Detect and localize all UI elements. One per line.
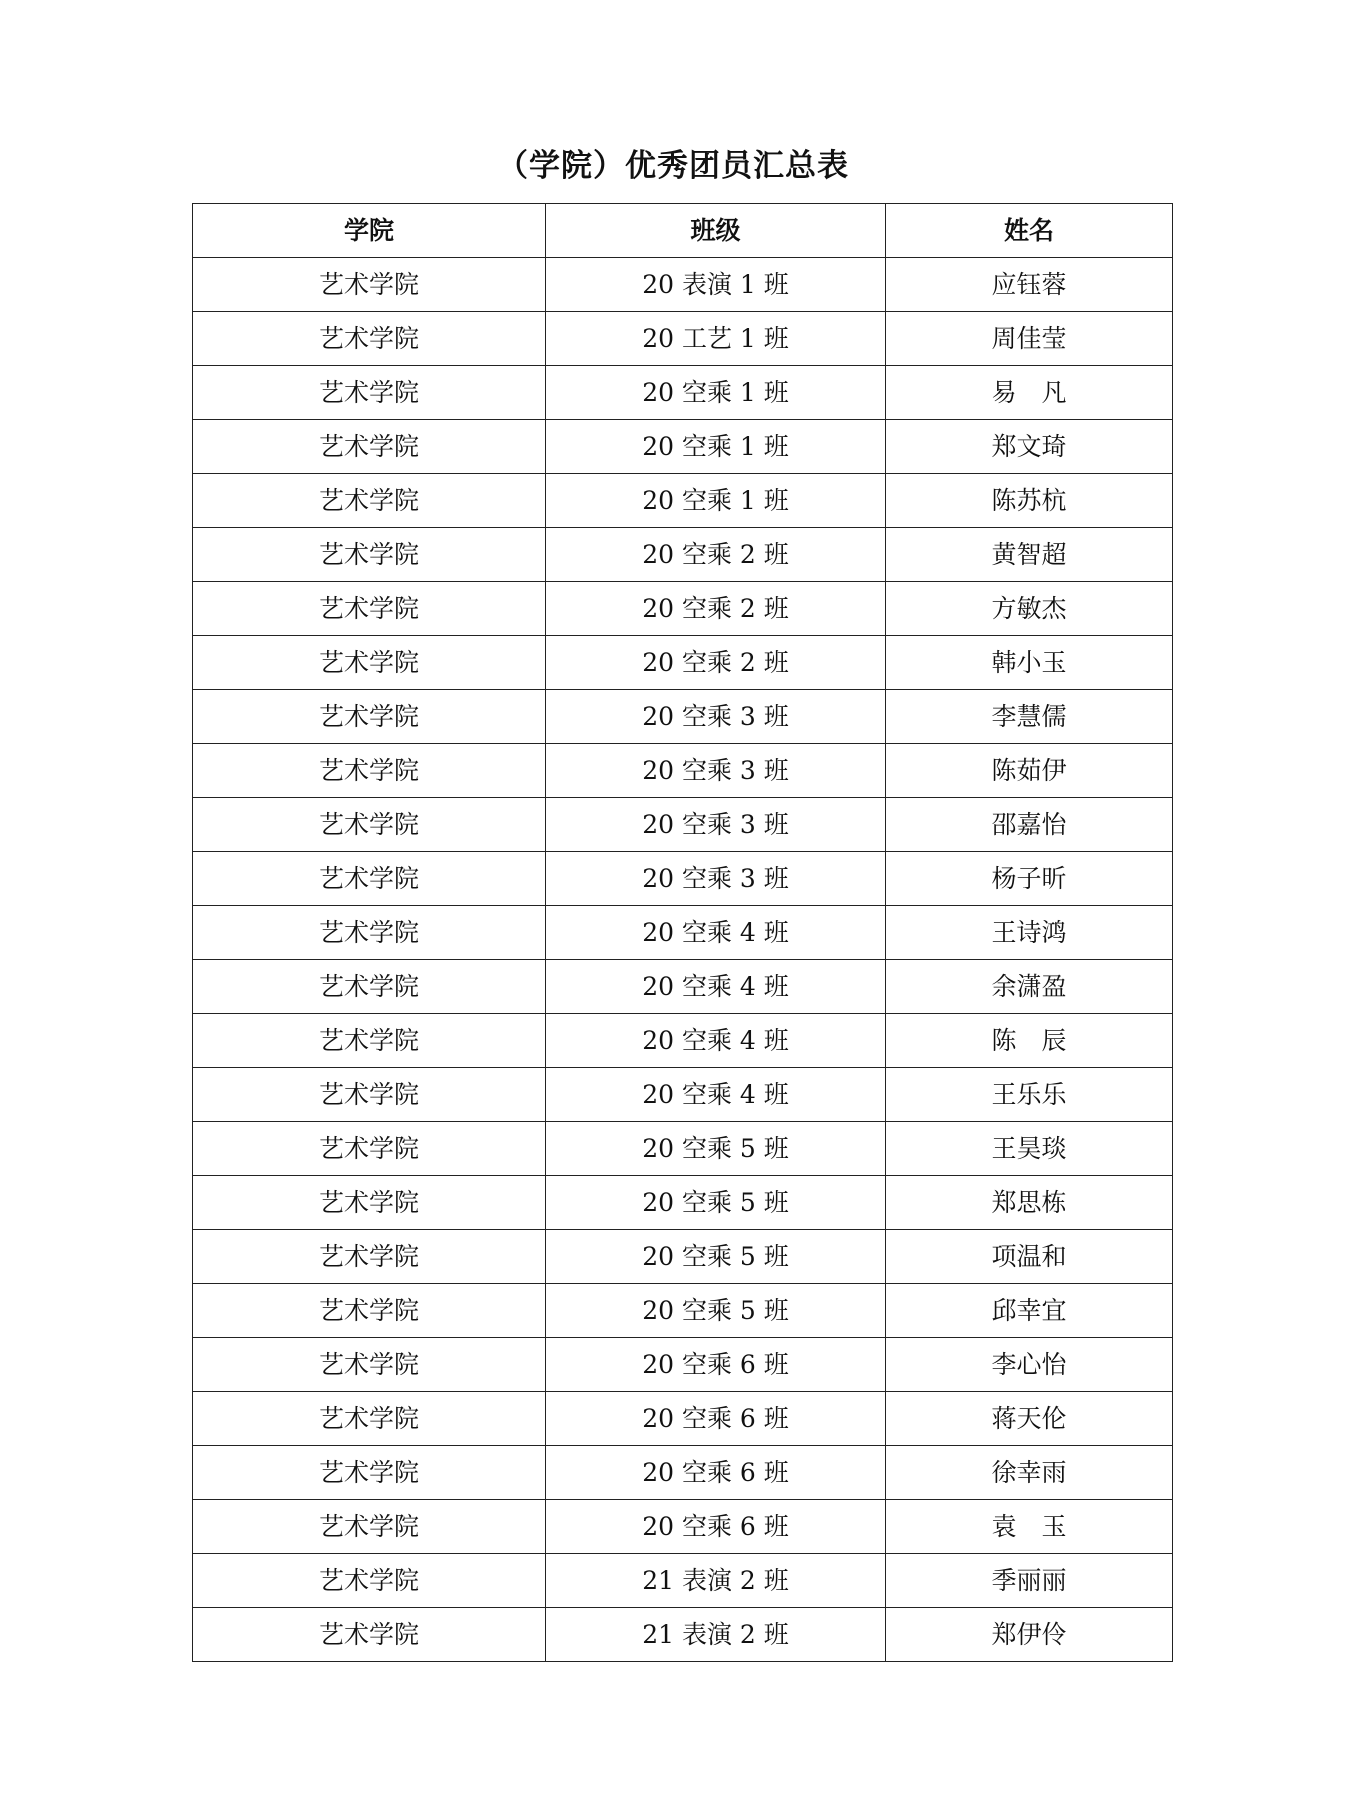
- table-row: [193, 1500, 1173, 1554]
- cell-college: 艺术学院: [193, 1284, 546, 1338]
- cell-class: 20 空乘 4 班: [546, 906, 886, 960]
- cell-class: 20 空乘 2 班: [546, 636, 886, 690]
- summary-table: [192, 203, 1173, 1662]
- cell-name: 王诗鸿: [886, 906, 1173, 960]
- cell-name: 陈苏杭: [886, 474, 1173, 528]
- cell-college: 艺术学院: [193, 582, 546, 636]
- cell-class: 20 表演 1 班: [546, 258, 886, 312]
- cell-college: 艺术学院: [193, 1446, 546, 1500]
- table-row: [193, 1176, 1173, 1230]
- cell-class: 20 空乘 1 班: [546, 474, 886, 528]
- table-row: [193, 1230, 1173, 1284]
- table-row: [193, 1554, 1173, 1608]
- cell-name: 邵嘉怡: [886, 798, 1173, 852]
- table-row: [193, 906, 1173, 960]
- cell-name: 王昊琰: [886, 1122, 1173, 1176]
- header-class: 班级: [546, 204, 886, 258]
- cell-college: 艺术学院: [193, 1068, 546, 1122]
- cell-name: 袁 玉: [886, 1500, 1173, 1554]
- table-row: [193, 636, 1173, 690]
- cell-name: 陈 辰: [886, 1014, 1173, 1068]
- table-row: [193, 798, 1173, 852]
- table-row: [193, 852, 1173, 906]
- cell-college: 艺术学院: [193, 636, 546, 690]
- cell-class: 20 空乘 1 班: [546, 420, 886, 474]
- cell-name: 王乐乐: [886, 1068, 1173, 1122]
- cell-name: 应钰蓉: [886, 258, 1173, 312]
- table-row: [193, 1392, 1173, 1446]
- cell-name: 杨子昕: [886, 852, 1173, 906]
- cell-college: 艺术学院: [193, 1554, 546, 1608]
- table-header: [193, 204, 1173, 258]
- cell-class: 20 空乘 5 班: [546, 1284, 886, 1338]
- cell-college: 艺术学院: [193, 420, 546, 474]
- cell-class: 20 空乘 5 班: [546, 1176, 886, 1230]
- cell-class: 20 空乘 1 班: [546, 366, 886, 420]
- cell-class: 20 空乘 2 班: [546, 528, 886, 582]
- cell-class: 20 空乘 6 班: [546, 1500, 886, 1554]
- cell-class: 20 空乘 6 班: [546, 1446, 886, 1500]
- cell-name: 黄智超: [886, 528, 1173, 582]
- cell-class: 20 空乘 3 班: [546, 798, 886, 852]
- table-row: [193, 420, 1173, 474]
- cell-name: 郑思栋: [886, 1176, 1173, 1230]
- cell-college: 艺术学院: [193, 960, 546, 1014]
- cell-class: 21 表演 2 班: [546, 1554, 886, 1608]
- cell-college: 艺术学院: [193, 852, 546, 906]
- cell-college: 艺术学院: [193, 258, 546, 312]
- cell-college: 艺术学院: [193, 528, 546, 582]
- document-title: （学院）优秀团员汇总表: [497, 148, 849, 184]
- cell-college: 艺术学院: [193, 690, 546, 744]
- cell-college: 艺术学院: [193, 1338, 546, 1392]
- cell-name: 郑文琦: [886, 420, 1173, 474]
- table-row: [193, 690, 1173, 744]
- cell-college: 艺术学院: [193, 1230, 546, 1284]
- table-row: [193, 258, 1173, 312]
- table-row: [193, 1446, 1173, 1500]
- table-row: [193, 1608, 1173, 1662]
- cell-class: 20 空乘 4 班: [546, 960, 886, 1014]
- cell-name: 蒋天伦: [886, 1392, 1173, 1446]
- cell-class: 20 空乘 5 班: [546, 1122, 886, 1176]
- cell-name: 韩小玉: [886, 636, 1173, 690]
- cell-college: 艺术学院: [193, 474, 546, 528]
- header-name: 姓名: [886, 204, 1173, 258]
- cell-name: 项温和: [886, 1230, 1173, 1284]
- cell-college: 艺术学院: [193, 798, 546, 852]
- table-row: [193, 1068, 1173, 1122]
- cell-class: 20 空乘 6 班: [546, 1392, 886, 1446]
- table-row: [193, 744, 1173, 798]
- table-row: [193, 1014, 1173, 1068]
- cell-class: 20 空乘 3 班: [546, 852, 886, 906]
- cell-college: 艺术学院: [193, 1014, 546, 1068]
- cell-name: 郑伊伶: [886, 1608, 1173, 1662]
- header-row: [193, 204, 1173, 258]
- cell-class: 20 空乘 4 班: [546, 1014, 886, 1068]
- table-body: [193, 258, 1173, 1662]
- cell-class: 21 表演 2 班: [546, 1608, 886, 1662]
- cell-class: 20 空乘 5 班: [546, 1230, 886, 1284]
- cell-name: 李慧儒: [886, 690, 1173, 744]
- cell-college: 艺术学院: [193, 1176, 546, 1230]
- cell-name: 季丽丽: [886, 1554, 1173, 1608]
- cell-college: 艺术学院: [193, 1392, 546, 1446]
- cell-name: 易 凡: [886, 366, 1173, 420]
- table-row: [193, 528, 1173, 582]
- cell-name: 邱幸宜: [886, 1284, 1173, 1338]
- cell-name: 方敏杰: [886, 582, 1173, 636]
- cell-college: 艺术学院: [193, 1122, 546, 1176]
- cell-class: 20 空乘 3 班: [546, 690, 886, 744]
- cell-college: 艺术学院: [193, 744, 546, 798]
- cell-college: 艺术学院: [193, 906, 546, 960]
- cell-class: 20 空乘 3 班: [546, 744, 886, 798]
- header-college: 学院: [193, 204, 546, 258]
- cell-class: 20 空乘 4 班: [546, 1068, 886, 1122]
- table-row: [193, 582, 1173, 636]
- table-row: [193, 1338, 1173, 1392]
- cell-college: 艺术学院: [193, 1500, 546, 1554]
- table-row: [193, 312, 1173, 366]
- cell-name: 李心怡: [886, 1338, 1173, 1392]
- table-row: [193, 1284, 1173, 1338]
- cell-name: 余潇盈: [886, 960, 1173, 1014]
- table-row: [193, 366, 1173, 420]
- cell-college: 艺术学院: [193, 312, 546, 366]
- cell-college: 艺术学院: [193, 1608, 546, 1662]
- cell-name: 陈茹伊: [886, 744, 1173, 798]
- cell-college: 艺术学院: [193, 366, 546, 420]
- cell-class: 20 工艺 1 班: [546, 312, 886, 366]
- cell-name: 周佳莹: [886, 312, 1173, 366]
- cell-class: 20 空乘 6 班: [546, 1338, 886, 1392]
- table-row: [193, 474, 1173, 528]
- table-row: [193, 960, 1173, 1014]
- table-row: [193, 1122, 1173, 1176]
- cell-class: 20 空乘 2 班: [546, 582, 886, 636]
- cell-name: 徐幸雨: [886, 1446, 1173, 1500]
